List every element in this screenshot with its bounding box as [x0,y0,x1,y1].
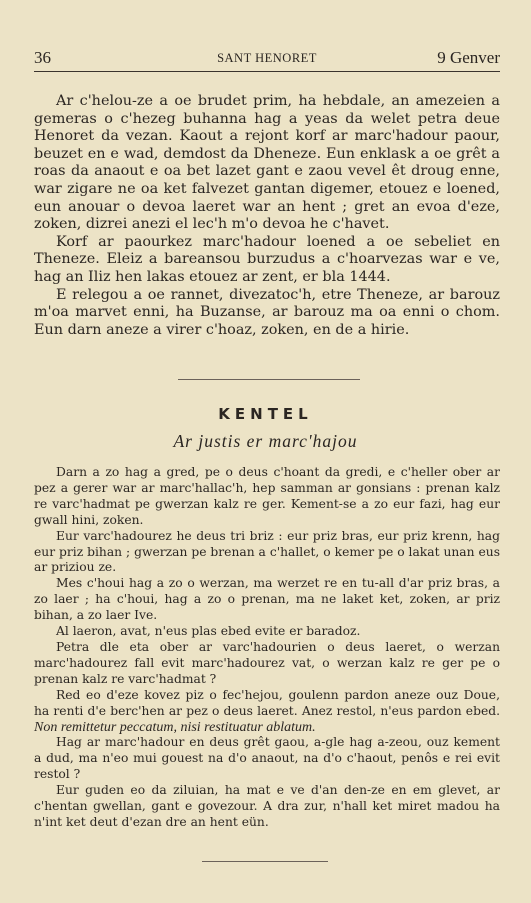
section-title: KENTEL [218,405,313,423]
header-date: 9 Genver [437,48,500,67]
main-paragraph: Ar c'helou-ze a oe brudet prim, ha hebdale, an amezeien a gemeras o c'hezeg buhanna hag a yeas da welet petra deue Henoret da vezan. Kaout a rejont korf ar marc'hadour paour, beuzet en e wad, demdost da Dheneze. Eun enklask a oe grêt a roas da anaout e oa bet lazet gant e zaou vevel êt droug enne, war zigare ne oa ket falvezet gantan digemer, etouez e loened, eun anouar o devoa laeret war an hent ; gret an evoa d'eze, zoken, dizrei anezi el lec'h m'o devoa he c'havet. [34,93,500,233]
section-divider [178,379,360,380]
lesson-paragraph: Darn a zo hag a gred, pe o deus c'hoant da gredi, e c'heller ober ar pez a gerer war ar marc'hallac'h, hep samman ar gonsians : prenan kalz re varc'hadmat pe gwerzan kalz re ger. Kement-se a zo eur fazi, hag eur gwall hini, zoken. [34,465,500,527]
lesson-paragraph-text: Red eo d'eze kovez piz o fec'hejou, goulenn pardon aneze ouz Doue, ha renti d'e berc'hen ar pez o deus laeret. Anez restol, n'eus pardon ebed. [34,687,500,718]
latin-quote: Non remittetur peccatum, nisi restituatur ablatum. [34,719,316,735]
lesson-paragraph: Mes c'houi hag a zo o werzan, ma werzet re en tu-all d'ar priz bras, a zo laer ; ha c'houi, hag a zo o prenan, ma ne laket ket, zoken, ar priz bihan, a zo laer Ive. [34,576,500,623]
lesson-paragraph: Eur varc'hadourez he deus tri briz : eur priz bras, eur priz krenn, hag eur priz bihan ; gwerzan pe brenan a c'hallet, o kemer pe o lakat unan eus ar priziou ze. [34,528,500,575]
main-paragraph: E relegou a oe rannet, divezatoc'h, etre Theneze, ar barouz m'oa marvet enni, ha Buzanse, ar barouz ma oa enni o chom. Eun darn aneze a virer c'hoaz, zoken, en de a hirie. [34,286,500,338]
end-divider [202,861,328,862]
page-header [34,48,500,70]
main-paragraph: Korf ar paourkez marc'hadour loened a oe sebeliet en Theneze. Eleiz a bareansou burzudus a c'hoarvezas war e ve, hag an Iliz hen lakas etouez ar zent, er bla 1444. [34,233,500,285]
lesson-paragraph [34,688,500,736]
lesson-paragraph: Hag ar marc'hadour en deus grêt gaou, a-gle hag a-zeou, ouz kement a dud, ma n'eo mui gouest na d'o anaout, na d'o c'haout, penôs e rei evit restol ? [34,735,500,782]
header-rule [34,71,500,72]
lesson-text [34,465,500,831]
lesson-paragraph: Al laeron, avat, n'eus plas ebed evite er baradoz. [56,624,361,639]
lesson-paragraph: Eur guden eo da ziluian, ha mat e ve d'an den-ze en em glevet, ar c'hentan gwellan, gant e govezour. A dra zur, n'hall ket miret madou ha n'int ket deut d'ezan dre an hent eün. [34,783,500,829]
lesson-paragraph: Petra dle eta ober ar varc'hadourien o deus laeret, o werzan marc'hadourez fall evit marc'hadourez vat, o werzan kalz re ger pe o prenan kalz re varc'hadmat ? [34,639,500,686]
main-text [34,93,500,339]
page-number: 36 [34,48,51,67]
section-subtitle: Ar justis er marc'hajou [173,431,358,451]
running-title: SANT HENORET [217,51,317,65]
